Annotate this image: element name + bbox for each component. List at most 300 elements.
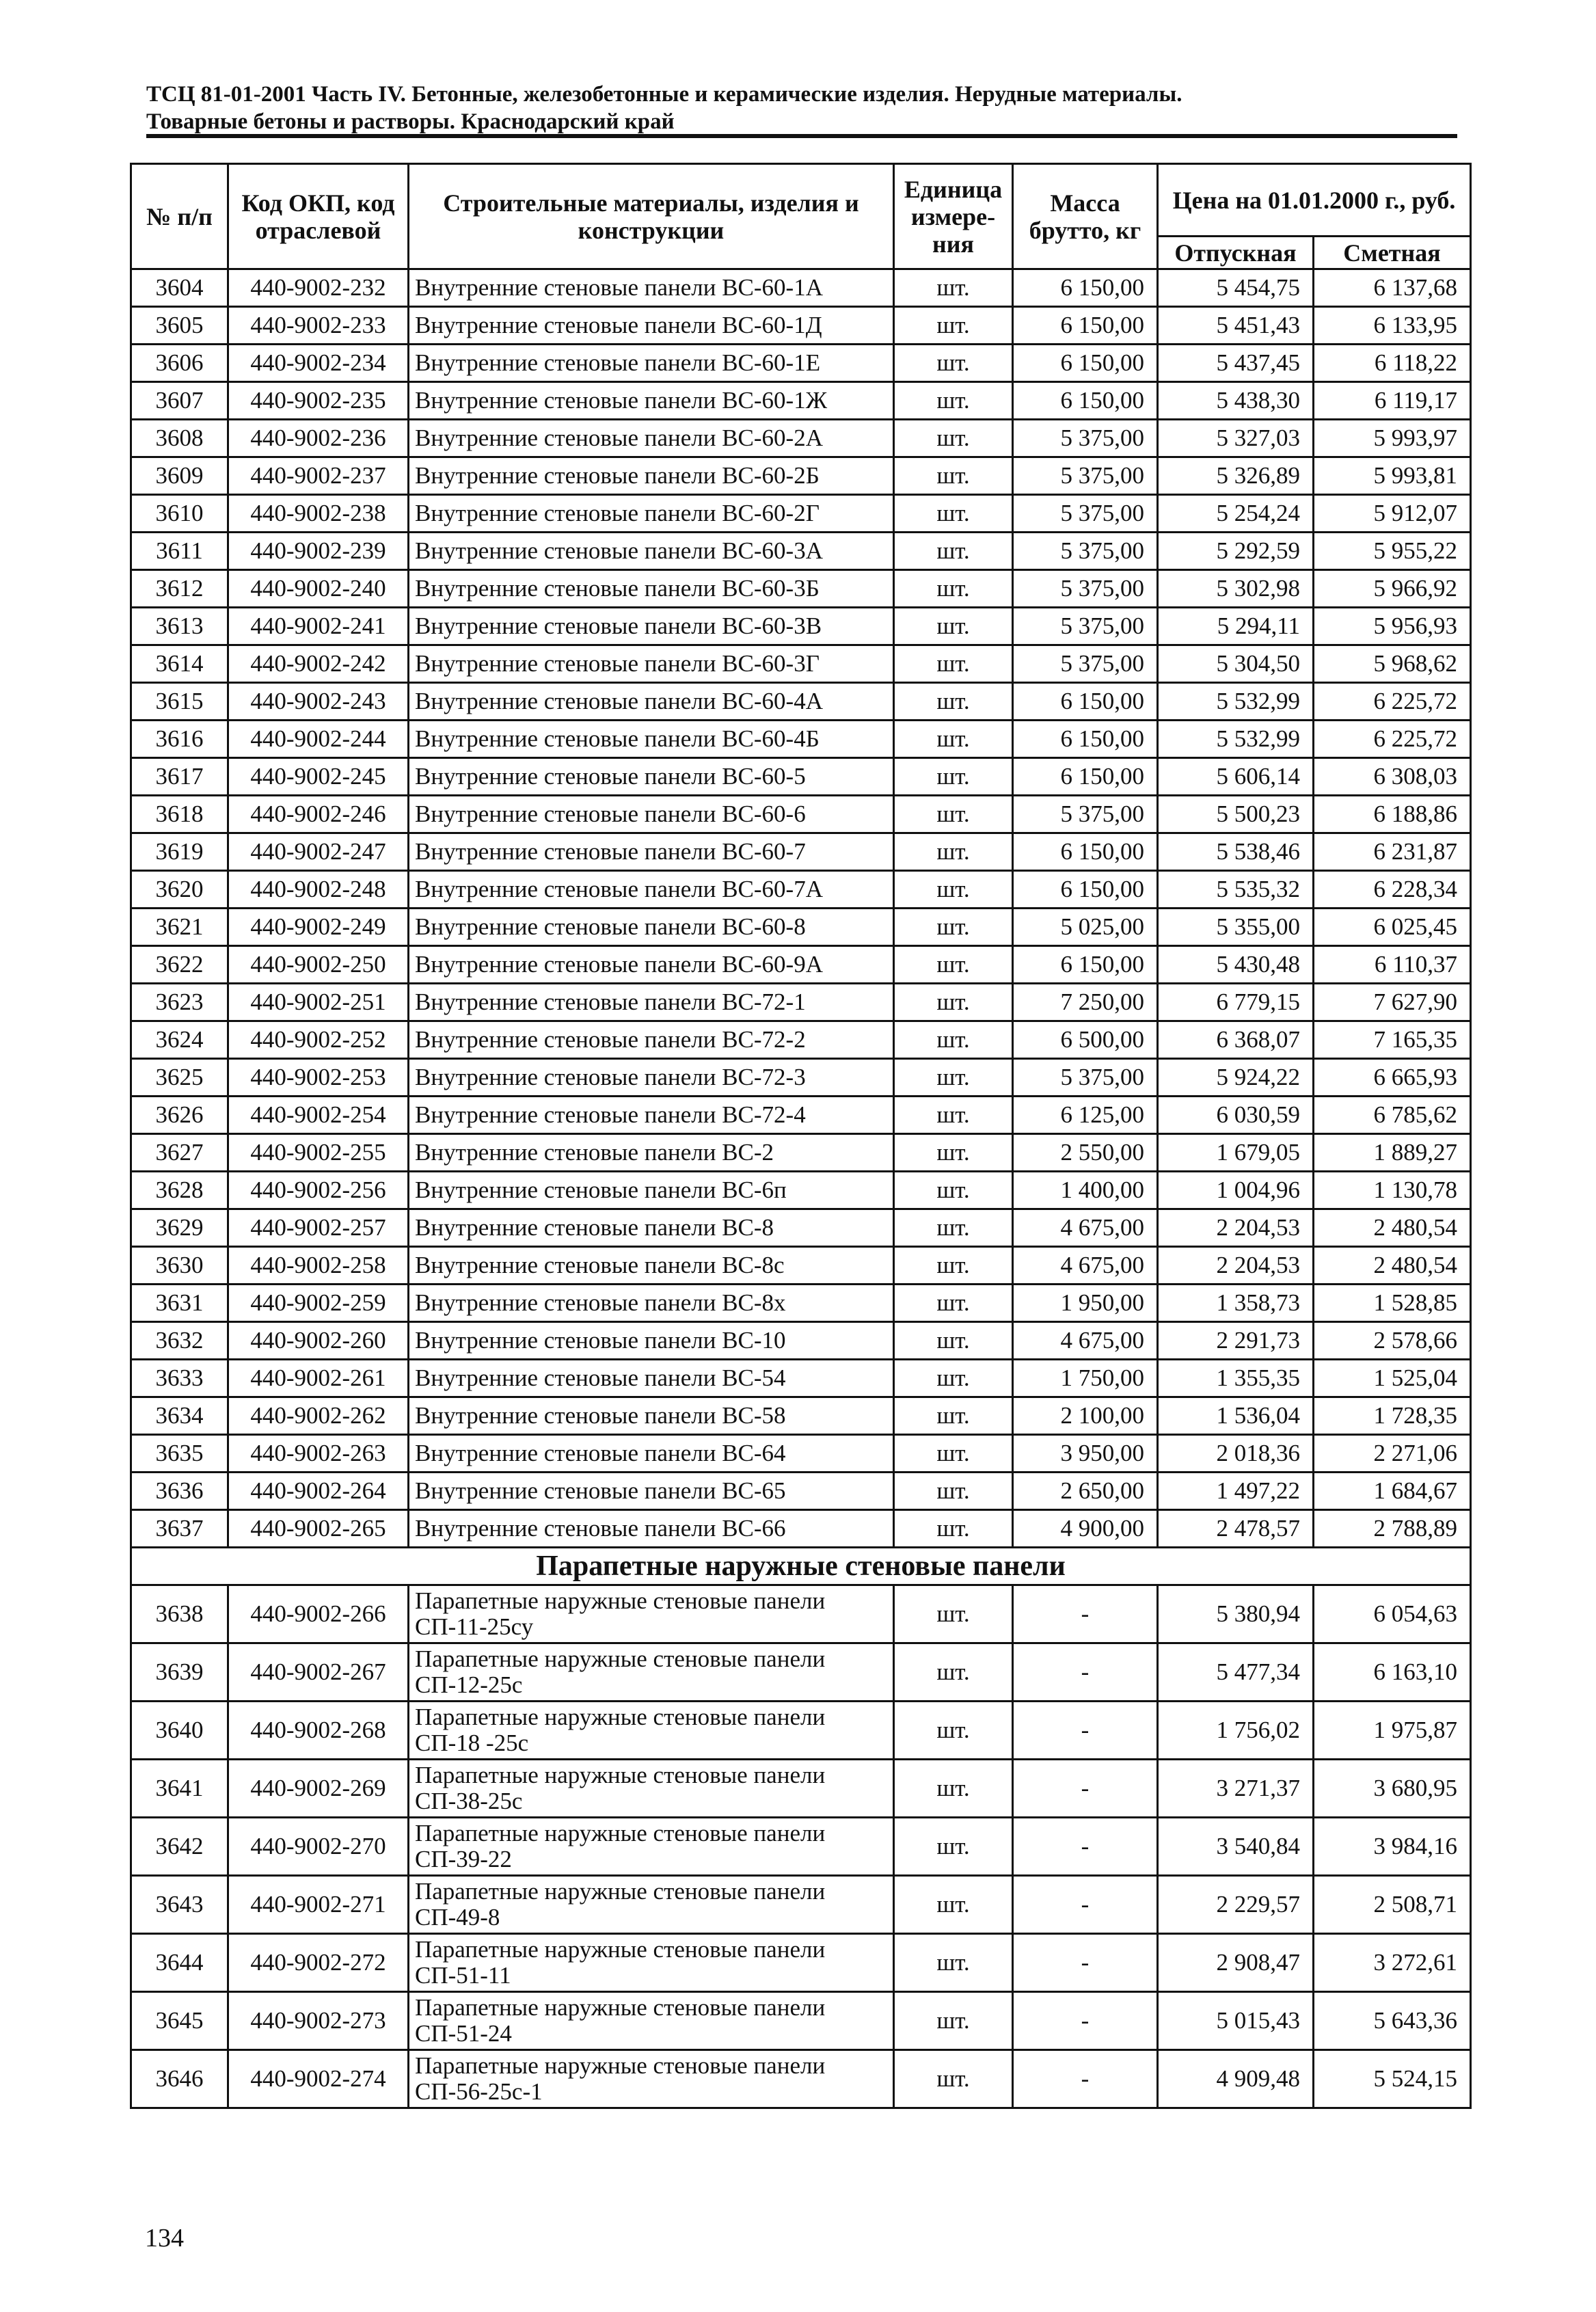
- cell-estimate-price: 5 643,36: [1314, 1992, 1471, 2050]
- table-row: [131, 683, 1471, 721]
- cell-code: 440-9002-232: [228, 269, 409, 307]
- cell-sale-price: 5 477,34: [1158, 1643, 1314, 1702]
- cell-code: 440-9002-252: [228, 1021, 409, 1059]
- cell-num: 3616: [131, 721, 228, 758]
- cell-sale-price: 5 327,03: [1158, 420, 1314, 457]
- cell-sale-price: 3 540,84: [1158, 1818, 1314, 1876]
- table-row: [131, 1876, 1471, 1934]
- cell-sale-price: 5 015,43: [1158, 1992, 1314, 2050]
- cell-code: 440-9002-243: [228, 683, 409, 721]
- cell-name: Парапетные наружные стеновые панели СП-56-25с-1: [409, 2050, 894, 2108]
- cell-code: 440-9002-265: [228, 1510, 409, 1548]
- cell-code: 440-9002-257: [228, 1209, 409, 1247]
- cell-estimate-price: 6 665,93: [1314, 1059, 1471, 1097]
- cell-num: 3632: [131, 1322, 228, 1360]
- cell-num: 3639: [131, 1643, 228, 1702]
- cell-sale-price: 5 302,98: [1158, 570, 1314, 608]
- cell-code: 440-9002-241: [228, 608, 409, 645]
- cell-num: 3636: [131, 1473, 228, 1510]
- cell-code: 440-9002-250: [228, 946, 409, 984]
- cell-code: 440-9002-264: [228, 1473, 409, 1510]
- cell-name: Внутренние стеновые панели ВС-72-1: [409, 984, 894, 1021]
- table-row: [131, 1702, 1471, 1760]
- cell-name: Внутренние стеновые панели ВС-60-7: [409, 833, 894, 871]
- cell-estimate-price: 6 225,72: [1314, 683, 1471, 721]
- cell-unit: шт.: [894, 1435, 1013, 1473]
- cell-num: 3629: [131, 1209, 228, 1247]
- table-row: [131, 1643, 1471, 1702]
- cell-name: Внутренние стеновые панели ВС-60-4А: [409, 683, 894, 721]
- cell-code: 440-9002-259: [228, 1285, 409, 1322]
- cell-name: Внутренние стеновые панели ВС-8: [409, 1209, 894, 1247]
- cell-num: 3614: [131, 645, 228, 683]
- cell-unit: шт.: [894, 307, 1013, 345]
- cell-num: 3643: [131, 1876, 228, 1934]
- cell-unit: шт.: [894, 758, 1013, 796]
- section-title: Парапетные наружные стеновые панели: [131, 1548, 1471, 1585]
- table-row: [131, 1510, 1471, 1548]
- cell-name: Внутренние стеновые панели ВС-60-1А: [409, 269, 894, 307]
- cell-estimate-price: 5 993,97: [1314, 420, 1471, 457]
- cell-unit: шт.: [894, 1285, 1013, 1322]
- cell-estimate-price: 2 480,54: [1314, 1209, 1471, 1247]
- cell-name: Внутренние стеновые панели ВС-60-1Е: [409, 345, 894, 382]
- table-row: [131, 984, 1471, 1021]
- cell-mass: 6 150,00: [1013, 345, 1158, 382]
- cell-estimate-price: 5 968,62: [1314, 645, 1471, 683]
- cell-code: 440-9002-263: [228, 1435, 409, 1473]
- cell-num: 3625: [131, 1059, 228, 1097]
- cell-mass: 1 750,00: [1013, 1360, 1158, 1397]
- cell-estimate-price: 6 054,63: [1314, 1585, 1471, 1643]
- cell-mass: 3 950,00: [1013, 1435, 1158, 1473]
- cell-sale-price: 5 437,45: [1158, 345, 1314, 382]
- cell-code: 440-9002-249: [228, 909, 409, 946]
- cell-num: 3633: [131, 1360, 228, 1397]
- cell-name: Парапетные наружные стеновые панели СП-49-8: [409, 1876, 894, 1934]
- table-row: [131, 1059, 1471, 1097]
- table-body: [131, 269, 1471, 2108]
- cell-sale-price: 2 018,36: [1158, 1435, 1314, 1473]
- cell-unit: шт.: [894, 683, 1013, 721]
- cell-unit: шт.: [894, 1643, 1013, 1702]
- cell-name: Внутренние стеновые панели ВС-66: [409, 1510, 894, 1548]
- cell-estimate-price: 6 785,62: [1314, 1097, 1471, 1134]
- cell-sale-price: 5 380,94: [1158, 1585, 1314, 1643]
- cell-mass: 4 675,00: [1013, 1247, 1158, 1285]
- cell-code: 440-9002-266: [228, 1585, 409, 1643]
- cell-mass: 5 375,00: [1013, 457, 1158, 495]
- cell-name: Внутренние стеновые панели ВС-54: [409, 1360, 894, 1397]
- cell-mass: -: [1013, 1760, 1158, 1818]
- cell-sale-price: 5 304,50: [1158, 645, 1314, 683]
- cell-code: 440-9002-254: [228, 1097, 409, 1134]
- cell-mass: 1 400,00: [1013, 1172, 1158, 1209]
- cell-num: 3604: [131, 269, 228, 307]
- cell-name: Внутренние стеновые панели ВС-60-3А: [409, 533, 894, 570]
- cell-mass: 6 150,00: [1013, 269, 1158, 307]
- cell-name: Внутренние стеновые панели ВС-65: [409, 1473, 894, 1510]
- cell-code: 440-9002-272: [228, 1934, 409, 1992]
- cell-unit: шт.: [894, 1934, 1013, 1992]
- table-row: [131, 1134, 1471, 1172]
- cell-unit: шт.: [894, 1134, 1013, 1172]
- cell-mass: 2 650,00: [1013, 1473, 1158, 1510]
- cell-sale-price: 5 430,48: [1158, 946, 1314, 984]
- cell-code: 440-9002-271: [228, 1876, 409, 1934]
- table-row: [131, 833, 1471, 871]
- cell-code: 440-9002-260: [228, 1322, 409, 1360]
- cell-mass: 6 150,00: [1013, 758, 1158, 796]
- cell-mass: -: [1013, 1934, 1158, 1992]
- table-row: [131, 1360, 1471, 1397]
- table-row: [131, 946, 1471, 984]
- cell-mass: 6 150,00: [1013, 946, 1158, 984]
- table-row: [131, 382, 1471, 420]
- cell-estimate-price: 6 188,86: [1314, 796, 1471, 833]
- cell-num: 3613: [131, 608, 228, 645]
- cell-mass: 5 375,00: [1013, 420, 1158, 457]
- cell-unit: шт.: [894, 457, 1013, 495]
- table-row: [131, 1247, 1471, 1285]
- cell-code: 440-9002-255: [228, 1134, 409, 1172]
- cell-unit: шт.: [894, 1585, 1013, 1643]
- cell-sale-price: 1 536,04: [1158, 1397, 1314, 1435]
- cell-code: 440-9002-258: [228, 1247, 409, 1285]
- cell-num: 3612: [131, 570, 228, 608]
- table-row: [131, 2050, 1471, 2108]
- cell-estimate-price: 3 272,61: [1314, 1934, 1471, 1992]
- cell-code: 440-9002-253: [228, 1059, 409, 1097]
- cell-sale-price: 5 326,89: [1158, 457, 1314, 495]
- cell-code: 440-9002-269: [228, 1760, 409, 1818]
- cell-name: Внутренние стеновые панели ВС-72-2: [409, 1021, 894, 1059]
- cell-code: 440-9002-273: [228, 1992, 409, 2050]
- price-table: [130, 163, 1472, 2109]
- cell-sale-price: 5 254,24: [1158, 495, 1314, 533]
- table-row: [131, 1172, 1471, 1209]
- cell-sale-price: 1 004,96: [1158, 1172, 1314, 1209]
- cell-unit: шт.: [894, 1360, 1013, 1397]
- cell-name: Внутренние стеновые панели ВС-60-3Б: [409, 570, 894, 608]
- cell-sale-price: 1 756,02: [1158, 1702, 1314, 1760]
- cell-mass: 4 675,00: [1013, 1322, 1158, 1360]
- cell-sale-price: 2 478,57: [1158, 1510, 1314, 1548]
- cell-unit: шт.: [894, 1059, 1013, 1097]
- cell-estimate-price: 6 228,34: [1314, 871, 1471, 909]
- cell-unit: шт.: [894, 721, 1013, 758]
- col-header-price: Цена на 01.01.2000 г., руб.: [1158, 164, 1471, 237]
- table-row: [131, 1209, 1471, 1247]
- table-row: [131, 1992, 1471, 2050]
- cell-code: 440-9002-242: [228, 645, 409, 683]
- table-row: [131, 457, 1471, 495]
- cell-code: 440-9002-246: [228, 796, 409, 833]
- cell-estimate-price: 1 889,27: [1314, 1134, 1471, 1172]
- table-row: [131, 345, 1471, 382]
- cell-mass: -: [1013, 2050, 1158, 2108]
- cell-num: 3609: [131, 457, 228, 495]
- table-row: [131, 1397, 1471, 1435]
- cell-sale-price: 2 291,73: [1158, 1322, 1314, 1360]
- cell-unit: шт.: [894, 1510, 1013, 1548]
- cell-name: Внутренние стеновые панели ВС-60-2Г: [409, 495, 894, 533]
- cell-name: Внутренние стеновые панели ВС-58: [409, 1397, 894, 1435]
- cell-code: 440-9002-233: [228, 307, 409, 345]
- cell-name: Внутренние стеновые панели ВС-8х: [409, 1285, 894, 1322]
- cell-name: Внутренние стеновые панели ВС-8с: [409, 1247, 894, 1285]
- cell-unit: шт.: [894, 2050, 1013, 2108]
- cell-estimate-price: 1 684,67: [1314, 1473, 1471, 1510]
- cell-sale-price: 2 204,53: [1158, 1209, 1314, 1247]
- cell-unit: шт.: [894, 345, 1013, 382]
- cell-name: Внутренние стеновые панели ВС-10: [409, 1322, 894, 1360]
- cell-code: 440-9002-248: [228, 871, 409, 909]
- cell-sale-price: 3 271,37: [1158, 1760, 1314, 1818]
- cell-name: Парапетные наружные стеновые панели СП-39-22: [409, 1818, 894, 1876]
- cell-num: 3640: [131, 1702, 228, 1760]
- cell-estimate-price: 1 130,78: [1314, 1172, 1471, 1209]
- cell-unit: шт.: [894, 1247, 1013, 1285]
- cell-num: 3607: [131, 382, 228, 420]
- cell-name: Внутренние стеновые панели ВС-60-7А: [409, 871, 894, 909]
- cell-num: 3631: [131, 1285, 228, 1322]
- col-header-code: Код ОКП, код отраслевой: [228, 164, 409, 269]
- cell-mass: 6 150,00: [1013, 871, 1158, 909]
- header-title-line2: Товарные бетоны и растворы. Краснодарский край: [146, 109, 675, 134]
- cell-num: 3642: [131, 1818, 228, 1876]
- cell-name: Внутренние стеновые панели ВС-72-3: [409, 1059, 894, 1097]
- cell-estimate-price: 1 728,35: [1314, 1397, 1471, 1435]
- cell-code: 440-9002-244: [228, 721, 409, 758]
- cell-num: 3618: [131, 796, 228, 833]
- table-row: [131, 1818, 1471, 1876]
- cell-unit: шт.: [894, 269, 1013, 307]
- cell-code: 440-9002-274: [228, 2050, 409, 2108]
- cell-sale-price: 5 606,14: [1158, 758, 1314, 796]
- cell-mass: 6 150,00: [1013, 307, 1158, 345]
- table-row: [131, 796, 1471, 833]
- cell-code: 440-9002-245: [228, 758, 409, 796]
- cell-unit: шт.: [894, 946, 1013, 984]
- table-row: [131, 1934, 1471, 1992]
- cell-name: Внутренние стеновые панели ВС-60-2Б: [409, 457, 894, 495]
- cell-estimate-price: 6 025,45: [1314, 909, 1471, 946]
- cell-name: Внутренние стеновые панели ВС-2: [409, 1134, 894, 1172]
- cell-num: 3617: [131, 758, 228, 796]
- cell-unit: шт.: [894, 1992, 1013, 2050]
- cell-sale-price: 5 532,99: [1158, 721, 1314, 758]
- cell-unit: шт.: [894, 382, 1013, 420]
- cell-num: 3615: [131, 683, 228, 721]
- cell-unit: шт.: [894, 1097, 1013, 1134]
- cell-code: 440-9002-237: [228, 457, 409, 495]
- col-header-estimate-price: Сметная: [1314, 237, 1471, 269]
- cell-mass: 5 375,00: [1013, 570, 1158, 608]
- col-header-unit: Единица измере-ния: [894, 164, 1013, 269]
- cell-sale-price: 5 538,46: [1158, 833, 1314, 871]
- table-row: [131, 645, 1471, 683]
- cell-num: 3606: [131, 345, 228, 382]
- cell-estimate-price: 1 975,87: [1314, 1702, 1471, 1760]
- cell-num: 3608: [131, 420, 228, 457]
- cell-estimate-price: 6 119,17: [1314, 382, 1471, 420]
- cell-name: Внутренние стеновые панели ВС-60-9А: [409, 946, 894, 984]
- cell-unit: шт.: [894, 1322, 1013, 1360]
- cell-mass: -: [1013, 1992, 1158, 2050]
- table-row: [131, 608, 1471, 645]
- cell-estimate-price: 5 956,93: [1314, 608, 1471, 645]
- cell-mass: 6 125,00: [1013, 1097, 1158, 1134]
- cell-mass: -: [1013, 1818, 1158, 1876]
- cell-mass: 5 375,00: [1013, 495, 1158, 533]
- cell-num: 3630: [131, 1247, 228, 1285]
- cell-unit: шт.: [894, 420, 1013, 457]
- cell-mass: -: [1013, 1643, 1158, 1702]
- cell-unit: шт.: [894, 1473, 1013, 1510]
- cell-num: 3619: [131, 833, 228, 871]
- cell-name: Парапетные наружные стеновые панели СП-18 -25с: [409, 1702, 894, 1760]
- cell-mass: 2 550,00: [1013, 1134, 1158, 1172]
- cell-unit: шт.: [894, 1760, 1013, 1818]
- cell-name: Парапетные наружные стеновые панели СП-51-11: [409, 1934, 894, 1992]
- cell-sale-price: 1 358,73: [1158, 1285, 1314, 1322]
- section-row: [131, 1548, 1471, 1585]
- cell-estimate-price: 6 231,87: [1314, 833, 1471, 871]
- cell-sale-price: 5 532,99: [1158, 683, 1314, 721]
- cell-code: 440-9002-262: [228, 1397, 409, 1435]
- table-row: [131, 1435, 1471, 1473]
- cell-estimate-price: 2 480,54: [1314, 1247, 1471, 1285]
- cell-code: 440-9002-251: [228, 984, 409, 1021]
- cell-unit: шт.: [894, 608, 1013, 645]
- cell-mass: 5 375,00: [1013, 645, 1158, 683]
- cell-num: 3627: [131, 1134, 228, 1172]
- cell-mass: 1 950,00: [1013, 1285, 1158, 1322]
- cell-sale-price: 6 779,15: [1158, 984, 1314, 1021]
- cell-estimate-price: 6 225,72: [1314, 721, 1471, 758]
- cell-mass: 4 675,00: [1013, 1209, 1158, 1247]
- cell-name: Внутренние стеновые панели ВС-60-2А: [409, 420, 894, 457]
- table-row: [131, 721, 1471, 758]
- cell-unit: шт.: [894, 1702, 1013, 1760]
- cell-num: 3638: [131, 1585, 228, 1643]
- cell-code: 440-9002-267: [228, 1643, 409, 1702]
- cell-name: Внутренние стеновые панели ВС-60-8: [409, 909, 894, 946]
- cell-sale-price: 5 355,00: [1158, 909, 1314, 946]
- cell-sale-price: 5 451,43: [1158, 307, 1314, 345]
- cell-code: 440-9002-261: [228, 1360, 409, 1397]
- cell-mass: 6 500,00: [1013, 1021, 1158, 1059]
- cell-sale-price: 1 355,35: [1158, 1360, 1314, 1397]
- cell-mass: 5 375,00: [1013, 1059, 1158, 1097]
- table-row: [131, 1473, 1471, 1510]
- cell-unit: шт.: [894, 833, 1013, 871]
- cell-mass: -: [1013, 1585, 1158, 1643]
- cell-num: 3620: [131, 871, 228, 909]
- cell-estimate-price: 6 137,68: [1314, 269, 1471, 307]
- cell-name: Внутренние стеновые панели ВС-60-1Д: [409, 307, 894, 345]
- cell-estimate-price: 5 955,22: [1314, 533, 1471, 570]
- cell-code: 440-9002-247: [228, 833, 409, 871]
- cell-mass: 6 150,00: [1013, 721, 1158, 758]
- cell-estimate-price: 1 525,04: [1314, 1360, 1471, 1397]
- col-header-sale-price: Отпускная: [1158, 237, 1314, 269]
- cell-estimate-price: 5 993,81: [1314, 457, 1471, 495]
- cell-estimate-price: 7 165,35: [1314, 1021, 1471, 1059]
- cell-unit: шт.: [894, 1818, 1013, 1876]
- cell-unit: шт.: [894, 495, 1013, 533]
- cell-sale-price: 4 909,48: [1158, 2050, 1314, 2108]
- cell-name: Парапетные наружные стеновые панели СП-12-25с: [409, 1643, 894, 1702]
- col-header-mass: Масса брутто, кг: [1013, 164, 1158, 269]
- cell-sale-price: 5 438,30: [1158, 382, 1314, 420]
- cell-estimate-price: 2 508,71: [1314, 1876, 1471, 1934]
- cell-sale-price: 5 294,11: [1158, 608, 1314, 645]
- cell-sale-price: 2 908,47: [1158, 1934, 1314, 1992]
- cell-code: 440-9002-270: [228, 1818, 409, 1876]
- cell-num: 3644: [131, 1934, 228, 1992]
- cell-estimate-price: 6 133,95: [1314, 307, 1471, 345]
- cell-unit: шт.: [894, 533, 1013, 570]
- col-header-num: № п/п: [131, 164, 228, 269]
- cell-name: Внутренние стеновые панели ВС-60-3Г: [409, 645, 894, 683]
- cell-name: Внутренние стеновые панели ВС-72-4: [409, 1097, 894, 1134]
- cell-code: 440-9002-234: [228, 345, 409, 382]
- cell-code: 440-9002-239: [228, 533, 409, 570]
- cell-name: Внутренние стеновые панели ВС-60-3В: [409, 608, 894, 645]
- table-row: [131, 533, 1471, 570]
- table-row: [131, 420, 1471, 457]
- cell-unit: шт.: [894, 871, 1013, 909]
- table-row: [131, 307, 1471, 345]
- cell-unit: шт.: [894, 1021, 1013, 1059]
- table-row: [131, 758, 1471, 796]
- cell-num: 3622: [131, 946, 228, 984]
- cell-sale-price: 1 497,22: [1158, 1473, 1314, 1510]
- cell-num: 3628: [131, 1172, 228, 1209]
- cell-num: 3621: [131, 909, 228, 946]
- cell-unit: шт.: [894, 796, 1013, 833]
- table-row: [131, 570, 1471, 608]
- cell-num: 3635: [131, 1435, 228, 1473]
- cell-code: 440-9002-235: [228, 382, 409, 420]
- cell-num: 3623: [131, 984, 228, 1021]
- cell-sale-price: 5 924,22: [1158, 1059, 1314, 1097]
- table-header: [131, 164, 1471, 269]
- cell-name: Парапетные наружные стеновые панели СП-38-25с: [409, 1760, 894, 1818]
- cell-name: Внутренние стеновые панели ВС-6п: [409, 1172, 894, 1209]
- cell-unit: шт.: [894, 1172, 1013, 1209]
- cell-mass: -: [1013, 1876, 1158, 1934]
- cell-estimate-price: 5 912,07: [1314, 495, 1471, 533]
- cell-sale-price: 5 535,32: [1158, 871, 1314, 909]
- cell-sale-price: 2 204,53: [1158, 1247, 1314, 1285]
- cell-code: 440-9002-256: [228, 1172, 409, 1209]
- cell-name: Внутренние стеновые панели ВС-60-5: [409, 758, 894, 796]
- cell-code: 440-9002-268: [228, 1702, 409, 1760]
- cell-mass: 7 250,00: [1013, 984, 1158, 1021]
- header-divider: [146, 134, 1457, 138]
- table-row: [131, 1585, 1471, 1643]
- cell-mass: 6 150,00: [1013, 382, 1158, 420]
- table-row: [131, 495, 1471, 533]
- cell-name: Внутренние стеновые панели ВС-60-6: [409, 796, 894, 833]
- cell-sale-price: 5 292,59: [1158, 533, 1314, 570]
- cell-num: 3641: [131, 1760, 228, 1818]
- cell-sale-price: 6 030,59: [1158, 1097, 1314, 1134]
- cell-mass: 5 375,00: [1013, 533, 1158, 570]
